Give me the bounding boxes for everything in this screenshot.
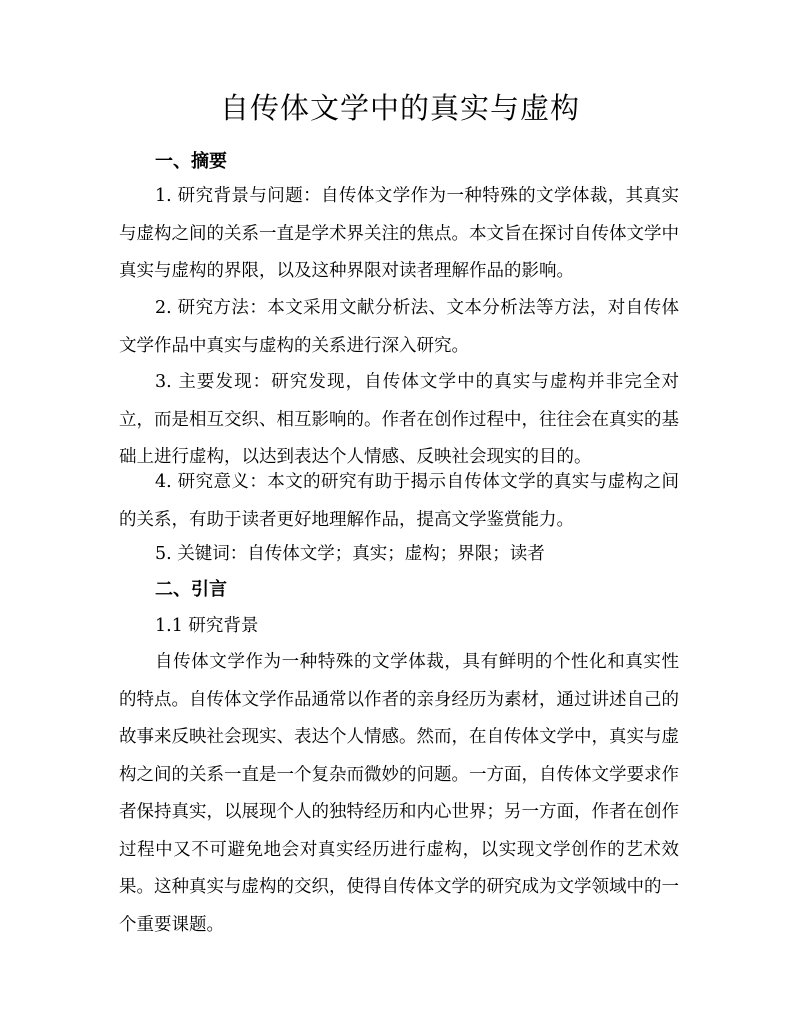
document-title: 自传体文学中的真实与虚构	[219, 91, 580, 125]
abstract-item-significance: 4. 研究意义：本文的研究有助于揭示自传体文学的真实与虚构之间的关系，有助于读者更好地理解作品，提高文学鉴赏能力。	[119, 472, 679, 530]
abstract-item-method: 2. 研究方法：本文采用文献分析法、文本分析法等方法，对自传体文学作品中真实与虚构的关系进行深入研究。	[119, 298, 679, 356]
subsection-heading-background: 1.1 研究背景	[155, 616, 259, 636]
section-heading-introduction: 二、引言	[155, 579, 227, 600]
background-paragraph: 自传体文学作为一种特殊的文学体裁，具有鲜明的个性化和真实性的特点。自传体文学作品通常以作者的亲身经历为素材，通过讲述自己的故事来反映社会现实、表达个人情感。然而，在自传体文学中，真实与虚构之间的关系一直是一个复杂而微妙的问题。一方面，自传体文学要求作者保持真实，以展现个人的独特经历和内心世界；另一方面，作者在创作过程中又不可避免地会对真实经历进行虚构，以实现文学创作的艺术效果。这种真实与虚构的交织，使得自传体文学的研究成为文学领域中的一个重要课题。	[119, 652, 679, 935]
abstract-item-findings: 3. 主要发现：研究发现，自传体文学中的真实与虚构并非完全对立，而是相互交织、相互影响的。作者在创作过程中，往往会在真实的基础上进行虚构，以达到表达个人情感、反映社会现实的目的。	[119, 372, 679, 467]
abstract-item-keywords: 5. 关键词：自传体文学；真实；虚构；界限；读者	[155, 544, 545, 564]
abstract-item-background: 1. 研究背景与问题：自传体文学作为一种特殊的文学体裁，其真实与虚构之间的关系一直是学术界关注的焦点。本文旨在探讨自传体文学中真实与虚构的界限，以及这种界限对读者理解作品的影响。	[119, 186, 679, 281]
section-heading-abstract: 一、摘要	[155, 151, 227, 172]
